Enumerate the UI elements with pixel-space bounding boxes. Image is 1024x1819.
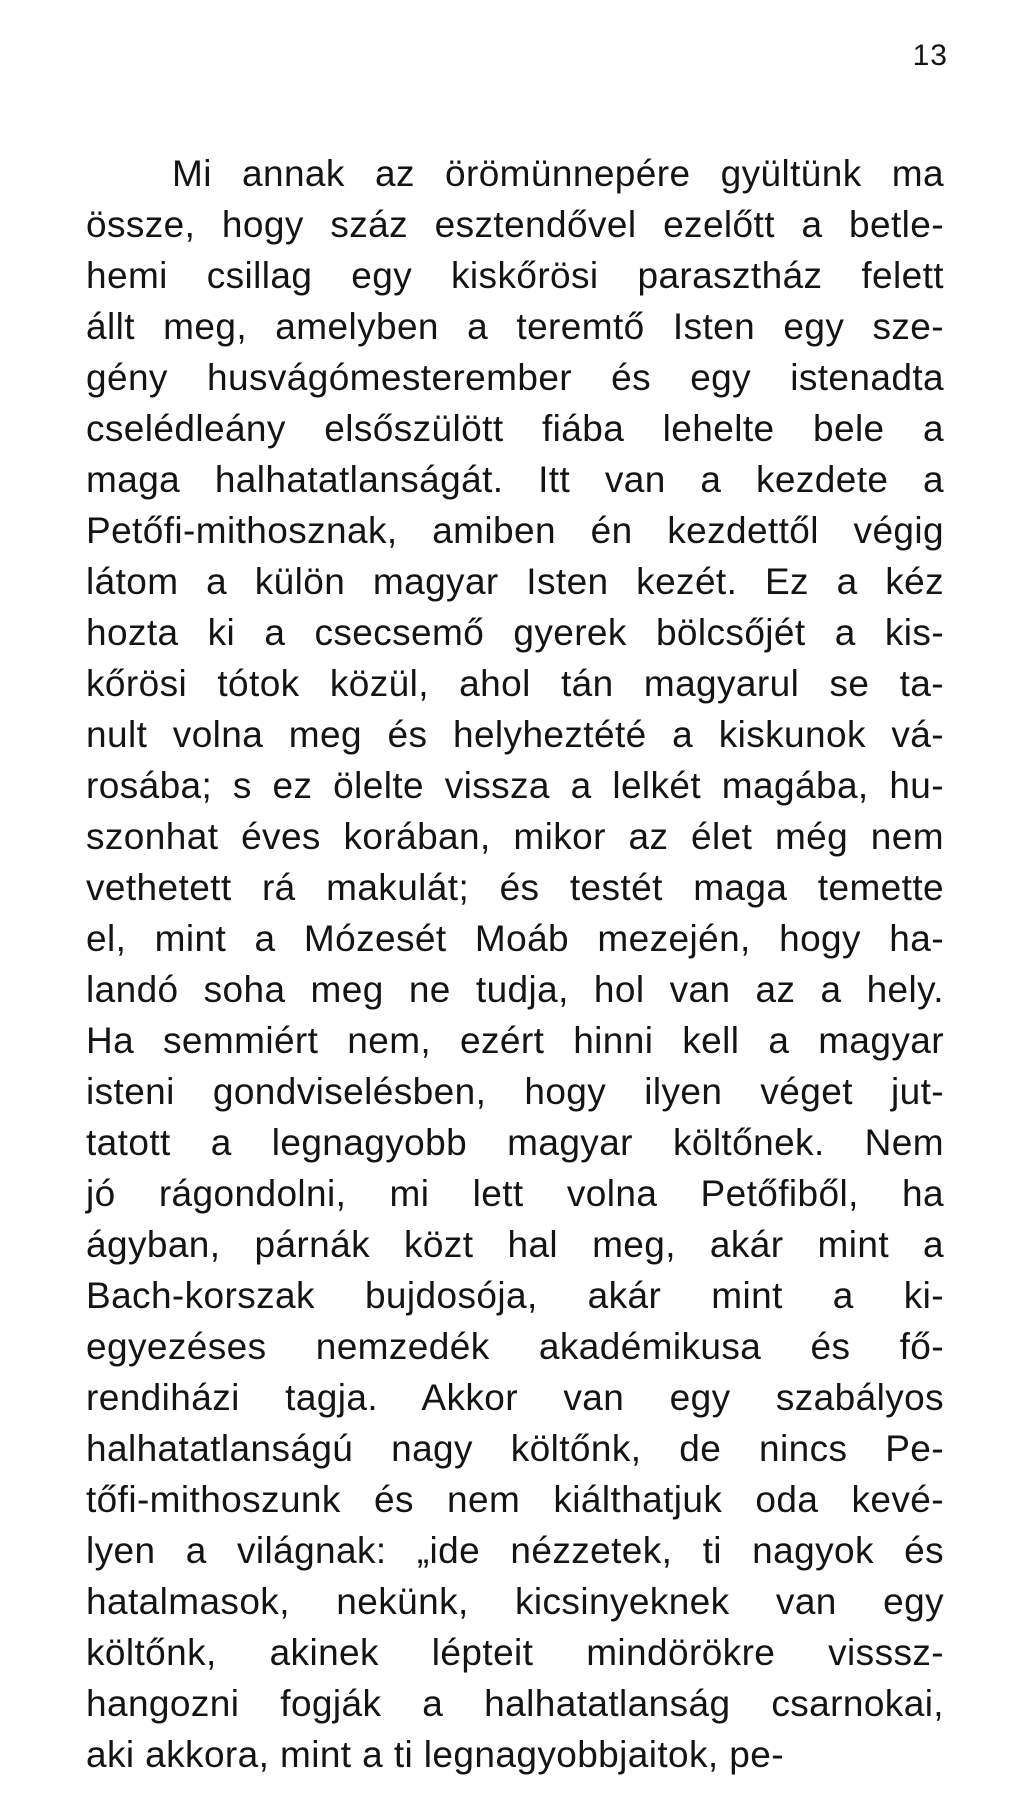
page-number: 13 <box>912 39 948 72</box>
body-text <box>86 148 944 1780</box>
text-line: össze, hogy száz esztendővel ezelőtt a betle- <box>86 204 944 245</box>
text-line: el, mint a Mózesét Moáb mezején, hogy ha- <box>86 918 944 959</box>
text-line: halhatatlanságú nagy költőnk, de nincs Pe- <box>86 1428 944 1469</box>
text-line: jó rágondolni, mi lett volna Petőfiből, ha <box>86 1173 944 1214</box>
text-line: hemi csillag egy kiskőrösi parasztház felett <box>86 255 944 296</box>
text-line: látom a külön magyar Isten kezét. Ez a kéz <box>86 561 944 602</box>
text-line: cselédleány elsőszülött fiába lehelte bele a <box>86 408 944 449</box>
text-line: Mi annak az örömünnepére gyültünk ma <box>172 153 944 194</box>
text-line: egyezéses nemzedék akadémikusa és fő- <box>86 1326 944 1367</box>
text-line: Petőfi-mithosznak, amiben én kezdettől végig <box>86 510 944 551</box>
text-line: nult volna meg és helyheztété a kiskunok vá- <box>86 714 944 755</box>
text-line: hozta ki a csecsemő gyerek bölcsőjét a kis- <box>86 612 944 653</box>
text-line: Bach-korszak bujdosója, akár mint a ki- <box>86 1275 944 1316</box>
text-line: lyen a világnak: „ide nézzetek, ti nagyok és <box>86 1530 944 1571</box>
text-line: szonhat éves korában, mikor az élet még nem <box>86 816 944 857</box>
text-line: kőrösi tótok közül, ahol tán magyarul se ta- <box>86 663 944 704</box>
text-line: vethetett rá makulát; és testét maga temette <box>86 867 944 908</box>
text-line: rendiházi tagja. Akkor van egy szabályos <box>86 1377 944 1418</box>
text-line: maga halhatatlanságát. Itt van a kezdete a <box>86 459 944 500</box>
text-line: hangozni fogják a halhatatlanság csarnokai, <box>86 1683 944 1724</box>
text-line: gény husvágómesterember és egy istenadta <box>86 357 944 398</box>
text-line: tatott a legnagyobb magyar költőnek. Nem <box>86 1122 944 1163</box>
text-line: isteni gondviselésben, hogy ilyen véget jut- <box>86 1071 944 1112</box>
text-line: költőnk, akinek lépteit mindörökre visssz- <box>86 1632 944 1673</box>
text-line: landó soha meg ne tudja, hol van az a hely. <box>86 969 944 1010</box>
text-line: tőfi-mithoszunk és nem kiálthatjuk oda kevé- <box>86 1479 944 1520</box>
text-line: rosába; s ez ölelte vissza a lelkét magába, hu- <box>86 765 944 806</box>
text-line: aki akkora, mint a ti legnagyobbjaitok, pe- <box>86 1734 784 1775</box>
text-line: Ha semmiért nem, ezért hinni kell a magyar <box>86 1020 944 1061</box>
text-line: állt meg, amelyben a teremtő Isten egy sze- <box>86 306 944 347</box>
text-line: ágyban, párnák közt hal meg, akár mint a <box>86 1224 944 1265</box>
text-line: hatalmasok, nekünk, kicsinyeknek van egy <box>86 1581 944 1622</box>
